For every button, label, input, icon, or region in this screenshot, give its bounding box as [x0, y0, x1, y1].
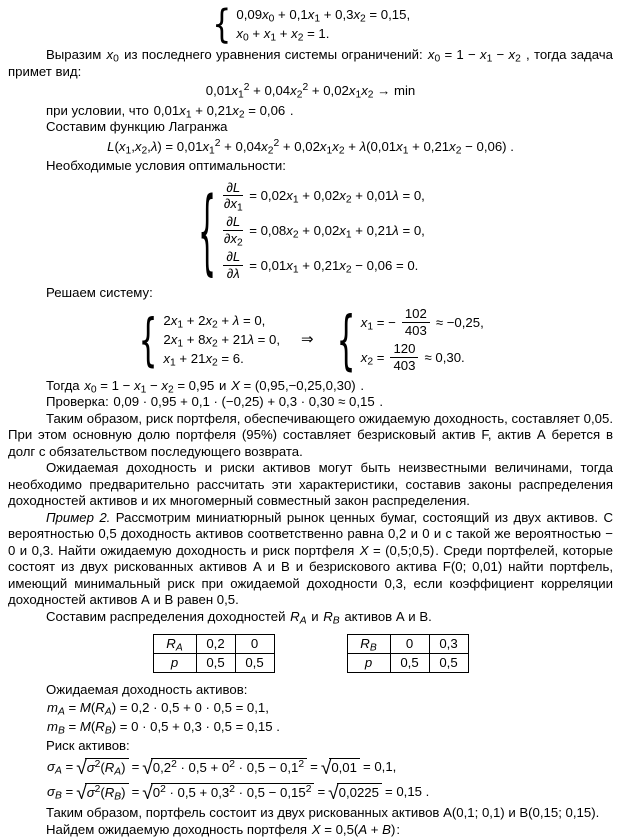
math-text: $\sigma_A$ =	[47, 758, 74, 777]
math-text: X = (0,95,−0,25,0,30)	[231, 377, 356, 393]
equation	[162, 349, 244, 368]
distribution-table-rb	[347, 634, 469, 673]
solve-system-left	[136, 306, 281, 373]
numerator: ∂L	[223, 250, 243, 266]
constraint-system	[210, 1, 411, 47]
math-text: $R_A$	[290, 608, 307, 627]
math-text: $0,09x_0 + 0,1x_1 + 0,3x_2 = 0,15$,	[236, 7, 411, 25]
square-root	[76, 783, 128, 802]
text: активов А и В.	[340, 608, 432, 624]
text: , тогда задача примет вид:	[8, 47, 613, 79]
math-text: = 0,15 .	[384, 783, 430, 799]
paragraph-condition	[8, 103, 613, 120]
fraction	[223, 250, 243, 281]
paragraph-solve: Решаем систему:	[46, 284, 153, 300]
formula-sigma-a	[46, 755, 613, 779]
radical-icon: √	[76, 782, 87, 804]
constraint-system-block	[8, 1, 613, 47]
math-text: X = (0,5;0,5)	[359, 542, 435, 558]
denominator: ∂λ	[226, 265, 240, 281]
text: Выразим	[46, 47, 106, 62]
math-text: $R_B$	[323, 608, 340, 627]
text: .	[286, 102, 294, 118]
math-text: =	[131, 783, 140, 799]
text: при условии, что	[46, 102, 153, 118]
math-text: $0,01x_1^2 + 0,04x_2^2 + 0,02x_1x_2 \to \min$	[205, 81, 416, 101]
math-text: $2x_1 + 2x_2 + \lambda = 0$,	[163, 313, 266, 331]
radical-icon: √	[76, 757, 87, 779]
math-text: $x_0$	[106, 47, 119, 65]
table-row	[153, 635, 274, 654]
numerator: ∂L	[223, 181, 243, 197]
math-text: $x_1 + 21x_2 = 6$.	[163, 351, 244, 369]
left-brace: {	[336, 302, 356, 378]
math-text: $\sigma_B$ =	[47, 783, 74, 802]
table-cell	[347, 654, 390, 673]
math-text: p	[364, 654, 373, 670]
fraction	[223, 214, 243, 249]
table-cell: 0,5	[429, 654, 468, 673]
table-cell	[347, 635, 390, 654]
square-root	[142, 783, 314, 802]
radical-icon: √	[142, 757, 153, 779]
text: .	[356, 377, 365, 393]
numerator: 102	[402, 307, 430, 323]
math-text: $R_B$	[360, 635, 377, 654]
math-text: = $0,01x_1 + 0,21x_2 - 0,06 = 0$.	[249, 257, 419, 276]
distribution-tables	[8, 634, 613, 673]
text: Рассмотрим миниатюрный рынок ценных бумаг, состоящий из двух активов. С вероятностью 0,5 доходность активов соответственно равна 0,2 и 0 и с такой же вероятностью − 0 и 0,3. Найти ожидаемую доходность и риск портфеля	[8, 509, 613, 558]
math-text: $x_0 + x_1 + x_2 = 1$.	[236, 26, 330, 44]
text: Проверка:	[46, 394, 113, 410]
left-brace: {	[198, 176, 217, 285]
text: Составим распределения доходностей	[46, 608, 290, 624]
radicand: 0,01	[329, 758, 360, 777]
equation	[162, 330, 281, 349]
text: Тогда	[46, 377, 84, 393]
italic-text: Пример 2.	[46, 509, 111, 525]
denominator: $\partial x_2$	[223, 231, 243, 249]
paragraph-find-return	[8, 822, 613, 838]
fraction	[390, 342, 418, 373]
math-text: p	[170, 654, 179, 670]
math-text: =	[310, 758, 318, 774]
optimality-system	[195, 176, 426, 285]
table-cell: 0,5	[196, 654, 235, 673]
paragraph-risk-heading: Риск активов:	[46, 737, 130, 753]
paragraph-optimality: Необходимые условия оптимальности:	[46, 158, 286, 173]
left-brace: {	[212, 1, 232, 47]
equation	[235, 24, 330, 43]
paragraph-expected-returns: Ожидаемая доходность и риски активов могут быть неизвестными величинами, тогда необходимо предварительно рассчитать эти характеристики, составив законы распределения доходностей активов и их многомерный совместный закон распределения.	[8, 460, 613, 509]
optimality-system-block	[8, 176, 613, 285]
radicand: 0,0225	[337, 783, 382, 802]
math-text: $m_A = M(R_A) = 0,2 \cdot 0,5 + 0 \cdot 0,5 = 0,1$,	[47, 700, 269, 718]
math-text: $x_0 = 1 - x_1 - x_2 = 0,95$	[84, 377, 215, 396]
equation	[360, 342, 466, 373]
radicand: $0,2^2 \cdot 0,5 + 0^2 \cdot 0,5 - 0,1^2$	[151, 758, 307, 777]
math-text: = $0,08x_2 + 0,02x_1 + 0,21\lambda = 0$,	[249, 223, 425, 241]
table-cell	[153, 654, 196, 673]
equation	[221, 250, 419, 281]
table-cell	[153, 635, 196, 654]
denominator: $\partial x_1$	[223, 196, 243, 214]
table-row	[347, 654, 468, 673]
paragraph-compose-distributions	[8, 609, 613, 626]
paragraph-express-x0	[8, 47, 613, 80]
numerator: 120	[390, 342, 418, 358]
text: и	[215, 377, 231, 393]
radicand: $\sigma^2(R_B)$	[85, 783, 129, 802]
math-text: $0,01x_1 + 0,21x_2 = 0,06$	[153, 102, 286, 121]
table-cell: 0,5	[235, 654, 274, 673]
fraction	[402, 307, 430, 338]
table-cell: 0,3	[429, 635, 468, 654]
math-text: $m_B = M(R_B) = 0 \cdot 0,5 + 0,3 \cdot 0,5 = 0,15$ .	[47, 719, 280, 737]
text: и	[307, 608, 323, 624]
math-text: $R_A$	[166, 635, 183, 654]
radical-icon: √	[328, 782, 339, 804]
equation	[221, 181, 425, 212]
table-cell: 0	[235, 635, 274, 654]
math-text: = $0,02x_1 + 0,02x_2 + 0,01\lambda = 0$,	[249, 188, 425, 206]
math-text: $2x_1 + 8x_2 + 21\lambda = 0$,	[163, 332, 280, 350]
paragraph-check	[8, 394, 613, 411]
table-row	[347, 635, 468, 654]
solve-system-block	[8, 302, 613, 378]
math-text: = 0,1,	[362, 758, 397, 774]
radical-icon: √	[320, 757, 332, 779]
paragraph-lagrange-intro: Составим функцию Лагранжа	[46, 119, 228, 134]
square-root	[328, 783, 382, 802]
paragraph-thus-1: Таким образом, риск портфеля, обеспечивающего ожидаемую доходность, составляет 0,05. При этом основную долю портфеля (95%) составляет безрисковый актив F, актив А берется в долг с обязательством последующего возврата.	[8, 410, 613, 459]
solve-system-right	[334, 302, 485, 378]
math-text: X = 0,5(A + B)	[311, 821, 396, 837]
equation	[221, 214, 425, 249]
math-text: ≈ −0,25,	[435, 315, 484, 331]
paragraph-example-2	[8, 510, 613, 609]
denominator: 403	[393, 357, 416, 373]
math-text: =	[131, 758, 140, 774]
math-text: $L(x_1,x_2,\lambda) = 0,01x_1^2 + 0,04x_2^2 + 0,02x_1x_2 + \lambda(0,01x_1 + 0,21x_2 - 0,06)$ .	[107, 137, 514, 157]
radical-icon: √	[142, 782, 153, 804]
numerator: ∂L	[223, 215, 243, 231]
objective-function	[8, 83, 613, 100]
table-cell: 0,5	[390, 654, 429, 673]
square-root	[142, 758, 307, 777]
square-root	[321, 758, 360, 777]
text: :	[396, 821, 401, 837]
distribution-table-ra	[153, 634, 275, 673]
equation	[235, 5, 411, 24]
radicand: $\sigma^2(R_A)$	[85, 758, 129, 777]
left-brace: {	[138, 306, 158, 373]
square-root	[76, 758, 128, 777]
math-text: $x_1$ = −	[360, 315, 396, 333]
formula-mb	[46, 719, 613, 737]
table-cell: 0	[390, 635, 429, 654]
paragraph-thus-2: Таким образом, портфель состоит из двух рискованных активов А(0,1; 0,1) и В(0,15; 0,15).	[46, 805, 600, 821]
math-text: $x_0 = 1 - x_1 - x_2$	[427, 47, 521, 65]
solve-system	[136, 302, 485, 378]
denominator: 403	[404, 323, 427, 339]
math-text: ≈ 0,30.	[424, 349, 465, 365]
formula-sigma-b	[46, 780, 613, 804]
radicand: $0^2 \cdot 0,5 + 0,3^2 \cdot 0,5 - 0,15^2$	[151, 783, 315, 802]
table-row	[153, 654, 274, 673]
text: из последнего уравнения системы ограничений:	[119, 47, 427, 62]
paragraph-expected-return-heading: Ожидаемая доходность активов:	[46, 682, 248, 698]
math-text: 0,09 · 0,95 + 0,1 · (−0,25) + 0,3 · 0,30 ≈ 0,15	[113, 394, 375, 410]
text: Найдем ожидаемую доходность портфеля	[46, 821, 311, 837]
paragraph-togda	[8, 378, 613, 395]
formula-ma	[46, 700, 613, 718]
math-text: =	[317, 783, 326, 799]
lagrange-function	[8, 139, 613, 156]
text: .	[375, 394, 383, 410]
equation	[162, 311, 266, 330]
fraction	[223, 181, 243, 212]
text: . Среди портфелей, которые состоят из двух рискованных активов А и В и безрискового актива F(0; 0,01) найти портфель, имеющий минимальный риск при ожидаемой доходности 0,3, если коэффициент корреляции доходностей активов А и В равен 0,5.	[8, 542, 613, 608]
equation	[360, 307, 485, 338]
math-text: $x_2$ =	[360, 349, 385, 368]
table-cell: 0,2	[196, 635, 235, 654]
implies-arrow: ⇒	[301, 330, 314, 348]
